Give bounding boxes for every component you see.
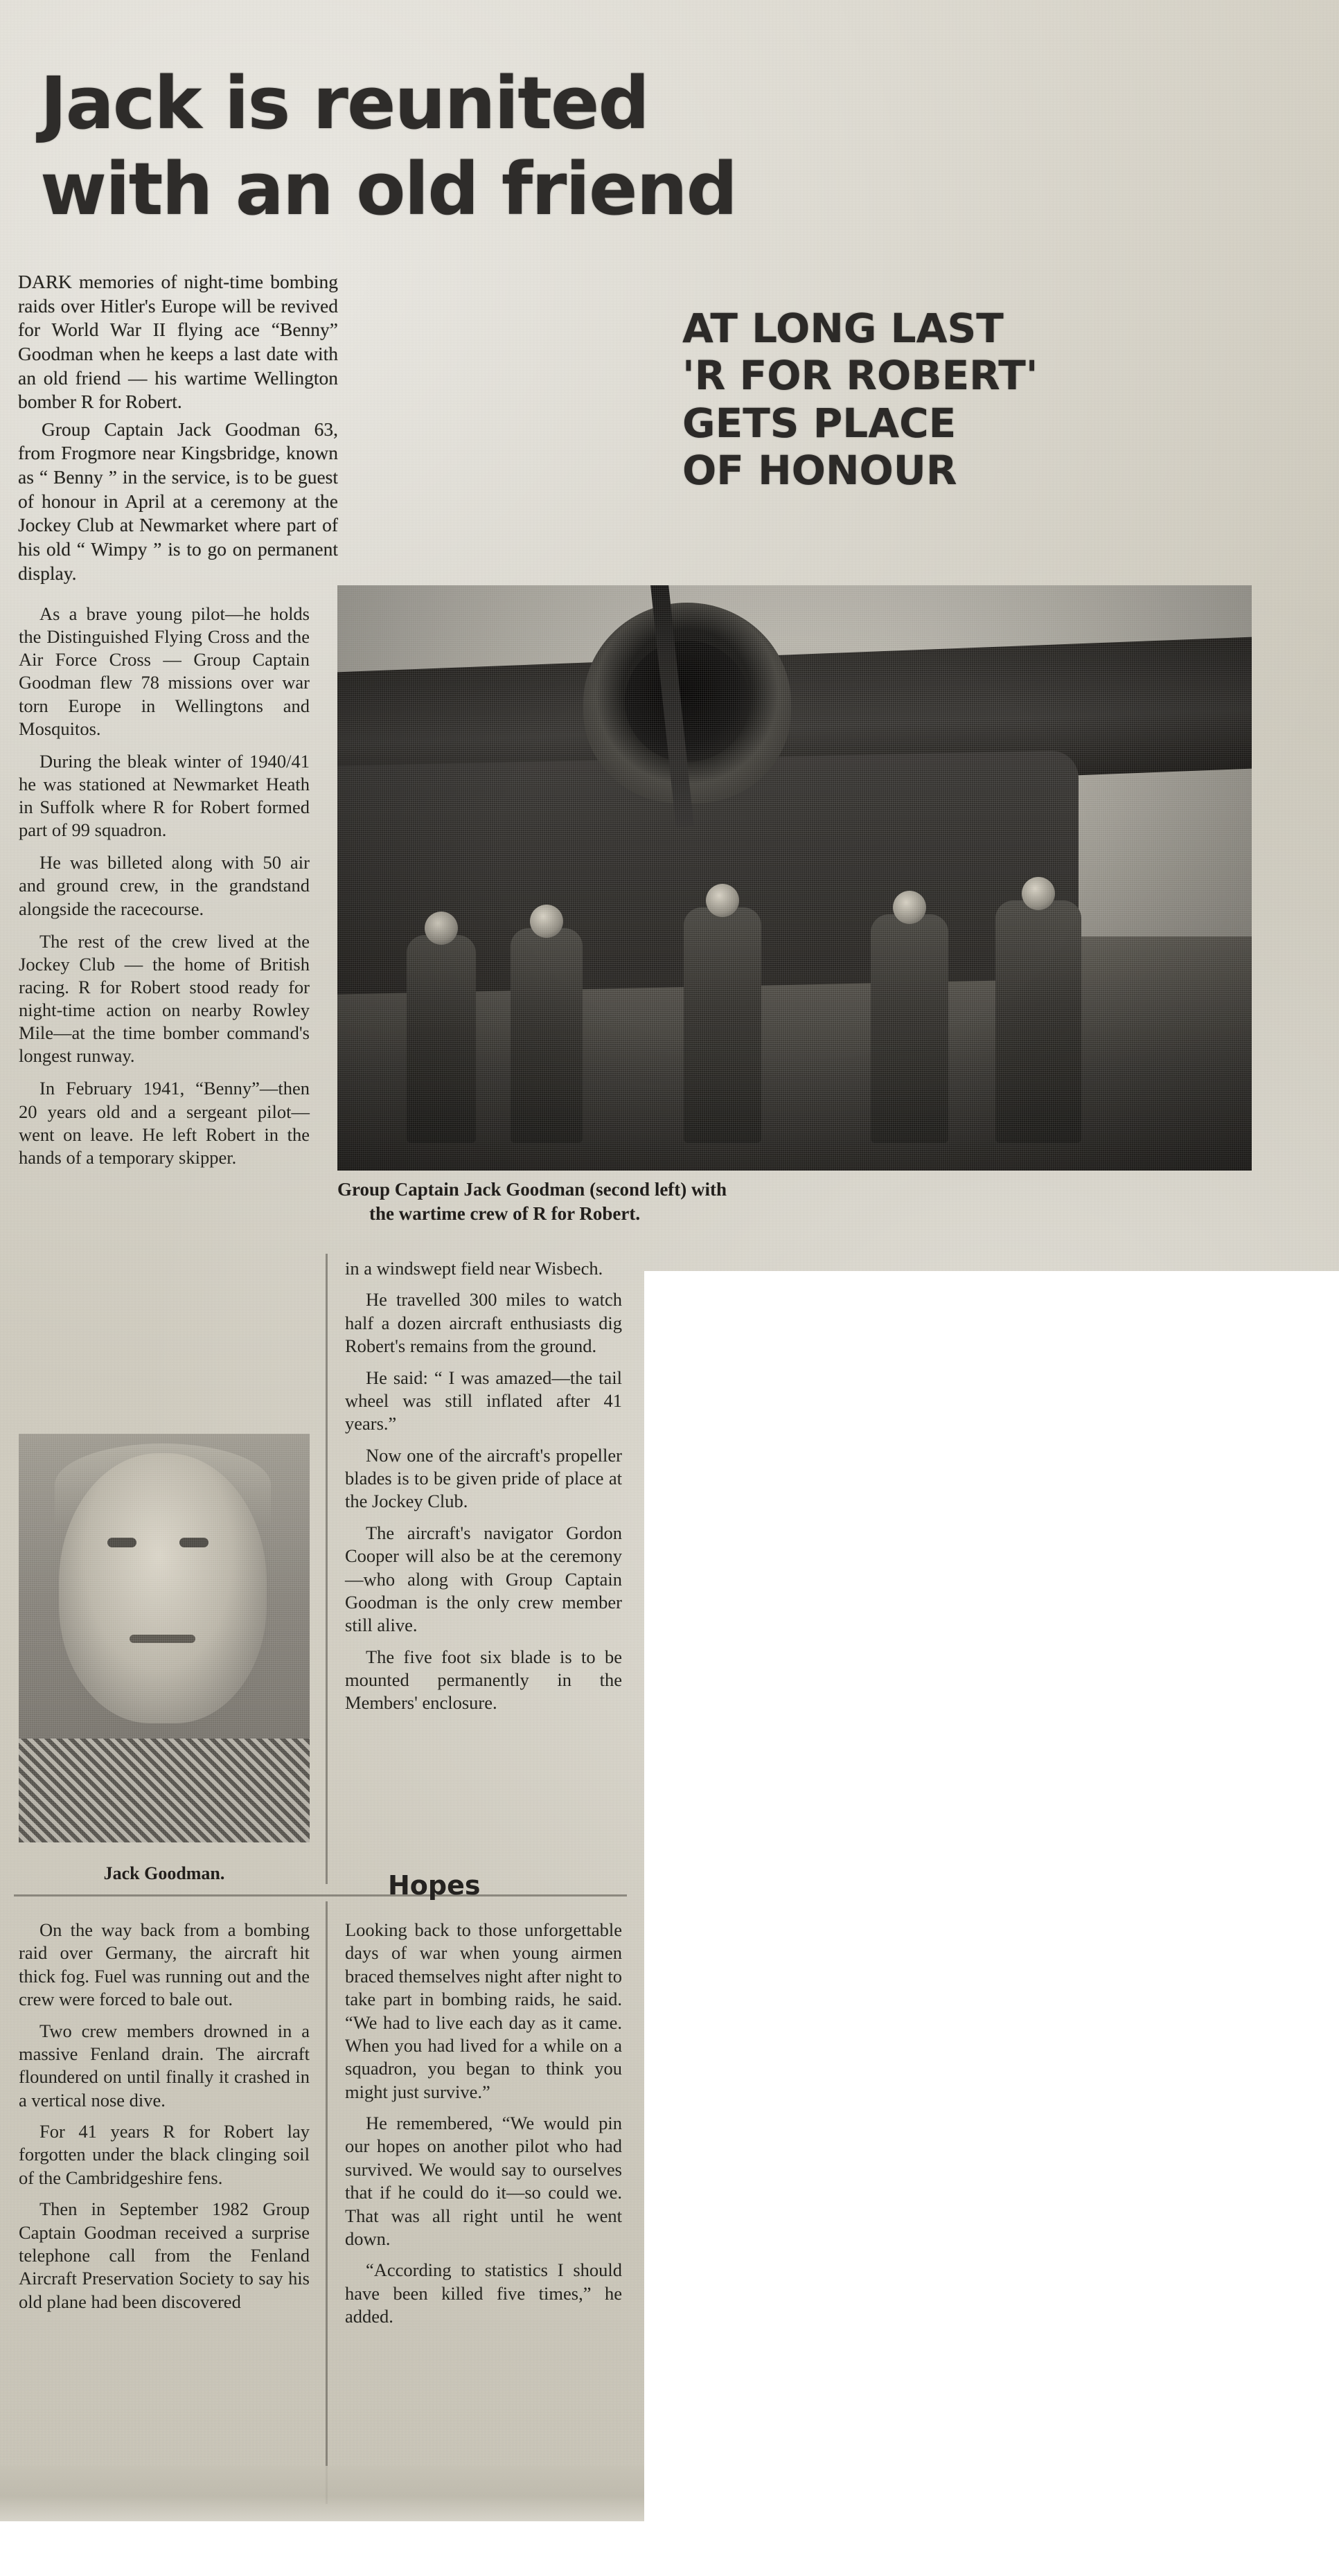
body-paragraph: Then in September 1982 Group Captain Goodman received a surprise telephone call from the Fenland Aircraft Preservation Society to say his old plane had been discovered — [19, 2199, 310, 2312]
body-paragraph: As a brave young pilot—he holds the Distinguished Flying Cross and the Air Force Cross — Group Captain Goodman flew 78 missions over war torn Europe in Wellingtons and Mosquitos. — [19, 603, 310, 739]
photo-caption-line-2: the wartime crew of R for Robert. — [369, 1203, 641, 1225]
scan-background-right — [644, 1271, 1339, 2576]
body-paragraph: On the way back from a bombing raid over Germany, the aircraft hit thick fog. Fuel was running out and the crew were forced to bale out. — [19, 1919, 310, 2010]
kicker-line-3: GETS PLACE — [682, 399, 957, 447]
body-paragraph: The aircraft's navigator Gordon Cooper will also be at the ceremony—who along with Group Captain Goodman is the only crew member still alive. — [345, 1522, 622, 1636]
clipping-bottom-edge — [0, 2466, 644, 2521]
intro-paragraph-1: DARK memories of night-time bombing raids over Hitler's Europe will be revived for World War II flying ace “Benny” Goodman when he keeps a last date with an old friend — his wartime Wellington bomber R for Robert. — [18, 271, 338, 413]
portrait-photograph — [19, 1434, 310, 1842]
halftone-overlay — [19, 1434, 310, 1842]
horizontal-rule — [14, 1894, 627, 1897]
headline-line-2: with an old friend — [40, 146, 737, 231]
portrait-caption: Jack Goodman. — [103, 1863, 225, 1883]
photo-caption-line-1: Group Captain Jack Goodman (second left) with — [337, 1179, 727, 1200]
body-paragraph: in a windswept field near Wisbech. — [345, 1258, 603, 1279]
scan-background-bottom — [0, 2521, 644, 2576]
intro-column — [18, 270, 338, 589]
body-paragraph: During the bleak winter of 1940/41 he was stationed at Newmarket Heath in Suffolk where R for Robert formed part of 99 squadron. — [19, 750, 310, 841]
body-paragraph: Two crew members drowned in a massive Fenland drain. The aircraft floundered on until finally it crashed in a vertical nose dive. — [19, 2020, 310, 2111]
kicker-line-2: 'R FOR ROBERT' — [682, 352, 1038, 400]
subheading-hopes: Hopes — [388, 1870, 481, 1901]
body-paragraph: The five foot six blade is to be mounted permanently in the Members' enclosure. — [345, 1646, 622, 1714]
body-paragraph: He remembered, “We would pin our hopes on another pilot who had survived. We would say to ourselves that if he could do it—so could we. That was all right until he went down. — [345, 2113, 622, 2249]
body-paragraph: He said: “ I was amazed—the tail wheel was still inflated after 41 years.” — [345, 1367, 622, 1434]
headline-line-1: Jack is reunited — [40, 60, 648, 145]
column-d — [345, 1919, 622, 2336]
column-b — [19, 1919, 310, 2322]
body-paragraph: In February 1941, “Benny”—then 20 years old and a sergeant pilot—went on leave. He left Robert in the hands of a temporary skipper. — [19, 1078, 310, 1168]
intro-paragraph-2: Group Captain Jack Goodman 63, from Frogmore near Kingsbridge, known as “ Benny ” in the service, is to be guest of honour in April at a ceremony at the Jockey Club at Newmarket where part of his old “ Wimpy ” is to go on permanent display. — [18, 418, 338, 584]
kicker-deck — [682, 305, 1236, 495]
column-divider — [326, 1254, 328, 1884]
body-paragraph: Looking back to those unforgettable days of war when young airmen braced themselves night after night to take part in bombing raids, he said. “We had to live each day as it came. When you had lived for a while on a squadron, you began to think you might just survive.” — [345, 1919, 622, 2102]
kicker-line-1: AT LONG LAST — [682, 305, 1004, 352]
column-c — [345, 1257, 622, 1723]
photo-vignette — [337, 585, 1252, 1171]
photo-caption — [337, 1178, 919, 1226]
body-paragraph: “According to statistics I should have been killed five times,” he added. — [345, 2259, 622, 2327]
body-paragraph: For 41 years R for Robert lay forgotten under the black clinging soil of the Cambridgeshire fens. — [19, 2121, 310, 2188]
column-divider — [326, 1901, 328, 2504]
kicker-line-4: OF HONOUR — [682, 447, 957, 495]
page-title — [40, 60, 1311, 231]
body-paragraph: The rest of the crew lived at the Jockey Club — the home of British racing. R for Robert stood ready for night-time action on nearby Rowley Mile—at the time bomber command's longest runway. — [19, 930, 310, 1067]
crew-photograph — [337, 585, 1252, 1171]
body-paragraph: Now one of the aircraft's propeller blades is to be given pride of place at the Jockey Club. — [345, 1444, 622, 1512]
column-a — [19, 603, 310, 1179]
body-paragraph: He was billeted along with 50 air and ground crew, in the grandstand alongside the racecourse. — [19, 852, 310, 919]
body-paragraph: He travelled 300 miles to watch half a dozen aircraft enthusiasts dig Robert's remains from the ground. — [345, 1289, 622, 1357]
